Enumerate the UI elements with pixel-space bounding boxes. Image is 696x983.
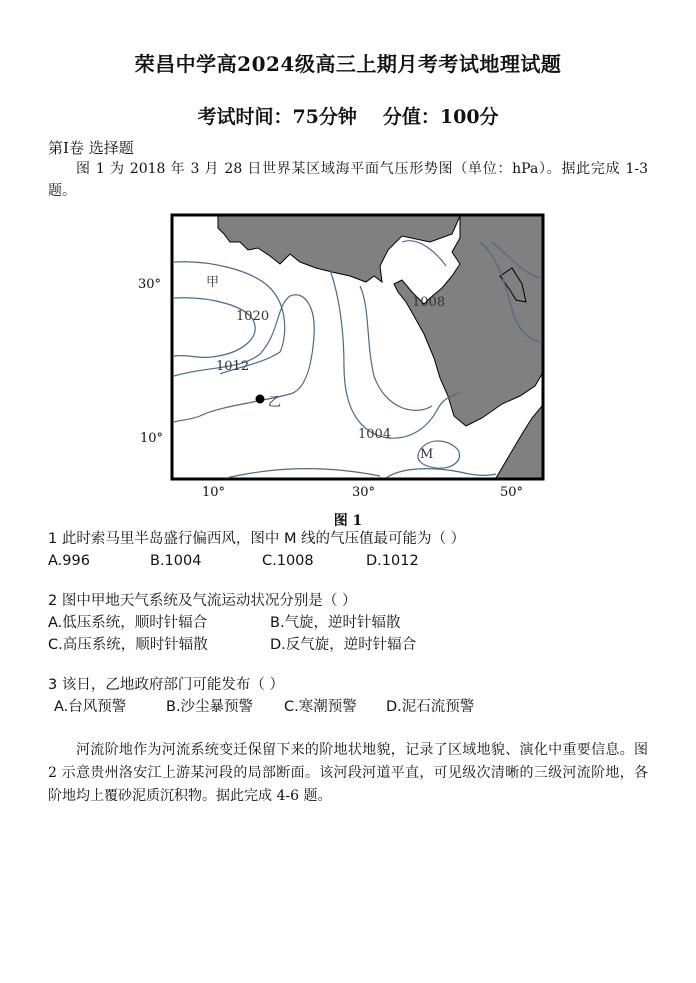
place-label-m: M <box>420 447 434 462</box>
isobar-label-1004: 1004 <box>358 427 392 442</box>
lat-label-30: 30° <box>138 277 162 292</box>
place-label-jia: 甲 <box>206 275 220 290</box>
intro-paragraph-2: 河流阶地作为河流系统变迁保留下来的阶地状地貌，记录了区域地貌、演化中重要信息。图 2 示意贵州洛安江上游某河段的局部断面。该河段河道平直，可见级次清晰的三级河流阶地，各阶地均上覆砂泥质沉积物。据此完成 4-6 题。 <box>48 742 648 804</box>
question-2-option-c[interactable]: C.高压系统，顺时针辐散 <box>48 637 208 653</box>
question-2-options-row-2 <box>48 634 668 656</box>
isobar-label-1020: 1020 <box>236 309 270 324</box>
exam-subtitle <box>0 102 696 129</box>
question-1-options <box>48 550 668 572</box>
point-yi-marker <box>256 395 265 404</box>
question-3-options <box>54 696 674 718</box>
question-2 <box>48 590 668 656</box>
question-3-option-d[interactable]: D.泥石流预警 <box>386 699 475 715</box>
question-3-option-a[interactable]: A.台风预警 <box>54 699 127 715</box>
lat-label-10: 10° <box>140 431 164 446</box>
question-2-options-row-1 <box>48 612 668 634</box>
question-3 <box>48 674 668 718</box>
question-1-option-d[interactable]: D.1012 <box>366 553 419 569</box>
question-2-option-b[interactable]: B.气旋，逆时针辐散 <box>270 615 401 631</box>
question-3-option-c[interactable]: C.寒潮预警 <box>284 699 357 715</box>
question-1-option-a[interactable]: A.996 <box>48 553 90 569</box>
section-heading: 第Ⅰ卷 选择题 <box>48 139 134 157</box>
exam-time: 考试时间：75分钟 <box>197 106 357 128</box>
isobar-label-1008: 1008 <box>412 295 446 310</box>
question-3-option-b[interactable]: B.沙尘暴预警 <box>166 699 254 715</box>
question-1-stem: 1 此时索马里半岛盛行偏西风，图中 M 线的气压值最可能为（ ） <box>48 531 466 547</box>
exam-score: 分值：100分 <box>382 106 499 128</box>
lon-label-10: 10° <box>202 485 226 500</box>
place-label-yi: 乙 <box>268 395 282 410</box>
question-1-option-c[interactable]: C.1008 <box>262 553 314 569</box>
lon-label-30: 30° <box>352 485 376 500</box>
question-1 <box>48 528 668 572</box>
question-1-option-b[interactable]: B.1004 <box>150 553 202 569</box>
question-2-option-d[interactable]: D.反气旋，逆时针辐合 <box>270 637 417 653</box>
question-2-stem: 2 图中甲地天气系统及气流运动状况分别是（ ） <box>48 593 357 609</box>
question-3-stem: 3 该日，乙地政府部门可能发布（ ） <box>48 677 284 693</box>
isobar-label-1012: 1012 <box>216 359 250 374</box>
exam-title: 荣昌中学高2024级高三上期月考考试地理试题 <box>134 52 562 76</box>
pressure-map <box>130 206 560 506</box>
lon-label-50: 50° <box>500 485 524 500</box>
intro-paragraph-1: 图 1 为 2018 年 3 月 28 日世界某区域海平面气压形势图（单位：hPa）。据此完成 1-3 题。 <box>48 161 648 199</box>
question-2-option-a[interactable]: A.低压系统，顺时针辐合 <box>48 615 208 631</box>
figure-caption: 图 1 <box>333 513 363 529</box>
